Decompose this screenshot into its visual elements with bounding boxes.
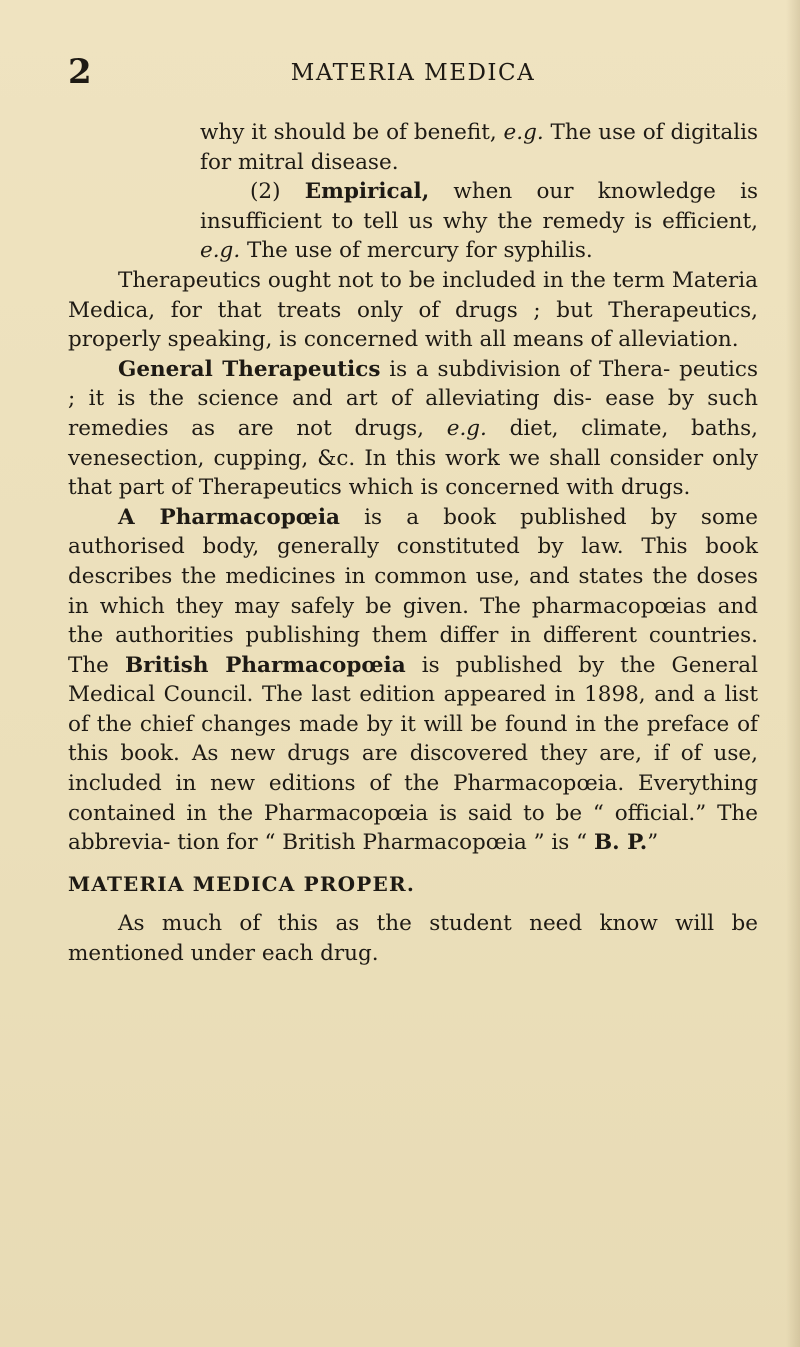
term-general-therapeutics: General Therapeutics (118, 356, 381, 382)
page-edge-shadow (786, 0, 800, 1347)
eg-abbreviation: e.g. (503, 120, 544, 145)
paragraph-text: is published by the General Medical Council. The last edition appeared in 1898, and a list of the chief changes made by it will be found in the preface of this book. As new drugs are discovered they are, if of use, included in new editions of the Pharmacopœia. Everything contained in the Pharmacopœia is said to be “ official.” The abbrevia- tion for “ British Pharmacopœia ” is “ (68, 652, 759, 856)
paragraph-text: The use of mercury for syphilis. (240, 238, 593, 264)
paragraph-empirical (68, 177, 758, 266)
running-head: MATERIA MEDICA (290, 60, 536, 86)
closing-quote: ” (647, 830, 659, 856)
paragraph-text: diet, climate, baths, venesection, cupping, &c. In this work we shall consider only that part of Therapeutics which is concerned with drugs. (68, 415, 758, 501)
paragraph-pharmacopoeia (68, 503, 758, 858)
list-number: (2) (250, 179, 305, 205)
abbreviation-bp: B. P. (594, 830, 648, 856)
eg-abbreviation: e.g. (446, 415, 487, 441)
paragraph-general-therapeutics (68, 355, 758, 503)
term-pharmacopoeia: A Pharmacopœia (118, 504, 340, 530)
paragraph-text: when our knowledge is insufficient to tell us why the remedy is efficient, (200, 179, 758, 234)
page-header (68, 52, 758, 92)
paragraph-therapeutics: Therapeutics ought not to be included in the term Materia Medica, for that treats only of drugs ; but Therapeutics, properly speaking, is concerned with all means of alleviation. (68, 267, 758, 353)
paragraph-text: is a book published by some authorised body, generally constituted by law. This book describes the medicines in common use, and states the doses in which they may safely be given. The pharmacopœias and the authorities publishing them differ in different countries. The (68, 504, 758, 678)
section-heading: MATERIA MEDICA PROPER. (68, 871, 415, 896)
eg-abbreviation: e.g. (200, 238, 241, 264)
page-body (68, 118, 758, 969)
paragraph-text: The use of digitalis for mitral disease. (200, 120, 758, 175)
page-number: 2 (68, 52, 92, 92)
term-british-pharmacopoeia: British Pharmacopœia (125, 652, 406, 678)
paragraph-text: is a subdivision of Thera- peutics ; it is the science and art of alleviating dis- ease by such remedies as are not drugs, (68, 356, 759, 441)
paragraph-student: As much of this as the student need know will be mentioned under each drug. (68, 911, 758, 967)
term-empirical: Empirical, (304, 179, 430, 205)
paragraph-digitalis (68, 118, 758, 177)
paragraph-text: why it should be of benefit, (200, 120, 504, 145)
